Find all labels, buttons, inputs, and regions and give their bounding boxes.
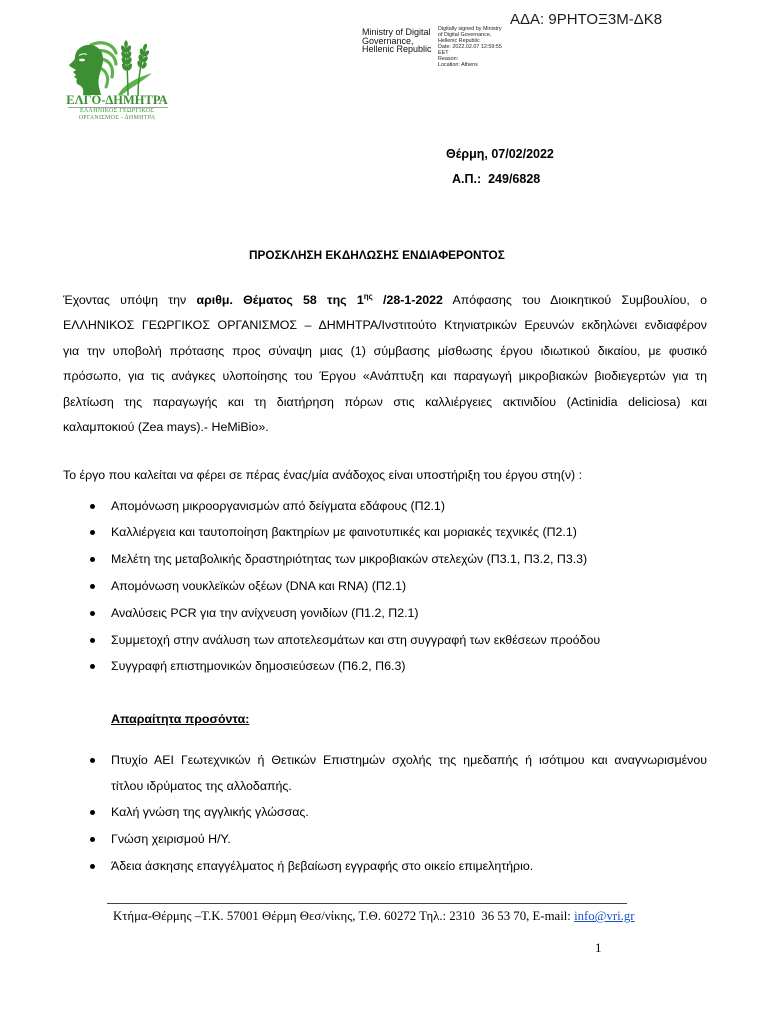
signature-detail-line: Digitally signed by Ministry (438, 26, 502, 32)
task-text: Συμμετοχή στην ανάλυση των αποτελεσμάτων και στη συγγραφή των εκθέσεων προόδου (111, 632, 601, 647)
qualification-list-item (111, 827, 707, 853)
footer-email-link[interactable]: info@vri.gr (574, 909, 635, 923)
bullet-dot (90, 810, 95, 815)
signature-signer-line: Hellenic Republic (362, 44, 432, 55)
bullet-dot (90, 584, 95, 589)
intro-lead-text: Έχοντας υπόψη την (63, 293, 197, 307)
bullet-dot (90, 557, 95, 562)
task-text: Μελέτη της μεταβολικής δραστηριότητας των μικροβιακών στελεχών (Π3.1, Π3.2, Π3.3) (111, 552, 588, 567)
elgo-dimitra-logo (64, 38, 172, 124)
tasks-intro: Το έργο που καλείται να φέρει σε πέρας ένας/μία ανάδοχος είναι υποστήριξη του έργου στη(ν) : (63, 468, 583, 482)
task-text: Απομόνωση μικροοργανισμών από δείγματα εδάφους (Π2.1) (111, 498, 445, 513)
signature-details (438, 26, 502, 68)
logo-subtitle: ΟΡΓΑΝΙΣΜΟΣ - ΔΗΜΗΤΡΑ (78, 115, 156, 121)
qualification-list-item (111, 800, 707, 826)
bullet-dot (90, 638, 95, 643)
intro-line: καλαμποκιού (Zea mays).- HeMiBio». (63, 419, 269, 434)
task-text: Καλλιέργεια και ταυτοποίηση βακτηρίων με φαινοτυπικές και μοριακές τεχνικές (Π2.1) (111, 525, 577, 540)
signature-detail-line: EET (438, 50, 449, 56)
protocol-number: Α.Π.: 249/6828 (452, 172, 541, 186)
bullet-dot (90, 664, 95, 669)
signature-detail-line: Hellenic Republic (438, 38, 480, 44)
footer-contact (113, 908, 635, 924)
ada-registry-number: ΑΔΑ: 9ΡΗΤΟΞ3Μ-ΔΚ8 (510, 11, 663, 28)
decision-reference-superscript: ης (363, 292, 373, 301)
qualification-text: Καλή γνώση της αγγλικής γλώσσας. (111, 805, 309, 820)
task-list-item (111, 573, 707, 600)
decision-reference: αριθμ. Θέματος 58 της 1 (196, 293, 364, 307)
qualifications-heading: Απαραίτητα προσόντα: (111, 712, 250, 726)
signature-signer-line: Ministry of Digital (362, 27, 431, 37)
qualification-list-item (111, 854, 707, 880)
intro-line (63, 288, 707, 313)
signature-signer-line: Governance, (362, 35, 414, 46)
signature-detail-line: Date: 2022.02.07 12:59:55 (438, 44, 502, 50)
intro-line: για την υποβολή πρότασης προς σύναψη μιας (1) σύμβασης μίσθωσης έργου ιδιωτικού δικαίου, με φυσικό (63, 343, 707, 358)
intro-line: ΕΛΛΗΝΙΚΟΣ ΓΕΩΡΓΙΚΟΣ ΟΡΓΑΝΙΣΜΟΣ – ΔΗΜΗΤΡΑ/Ινστιτούτο Κτηνιατρικών Ερευνών εκδηλώνει ενδιαφέρον (63, 318, 707, 333)
qualification-text: τίτλου ιδρύματος της αλλοδαπής. (111, 778, 292, 793)
bullet-dot (90, 864, 95, 869)
task-list-item (111, 519, 707, 546)
page-number: 1 (595, 940, 602, 955)
qualifications-list (111, 748, 707, 880)
task-list-item (111, 493, 707, 520)
logo-emblem-icon (66, 40, 154, 96)
footer-address: Κτήμα-Θέρμης –Τ.Κ. 57001 Θέρμη Θεσ/νίκης, Τ.Θ. 60272 Τηλ.: 2310 36 53 70, E-mail: (113, 909, 575, 923)
task-text: Συγγραφή επιστημονικών δημοσιεύσεων (Π6.2, Π6.3) (111, 659, 406, 674)
intro-first-line-tail: Απόφασης του Διοικητικού Συμβουλίου, ο (442, 293, 707, 307)
intro-line: βελτίωση της παραγωγής και τη διατήρηση πόρων στις καλλιέργειες ακτινιδίου (Actinidia deliciosa) και (63, 394, 707, 409)
task-list-item (111, 600, 707, 627)
bullet-dot (90, 611, 95, 616)
signature-signer (362, 28, 432, 54)
task-list-item (111, 627, 707, 654)
logo-subtitle: ΕΛΛΗΝΙΚΟΣ ΓΕΩΡΓΙΚΟΣ (79, 108, 155, 114)
footer-divider (107, 903, 627, 904)
wheat-ears-icon (118, 40, 152, 95)
place-and-date: Θέρμη, 07/02/2022 (446, 147, 554, 161)
bullet-dot (90, 758, 95, 763)
intro-paragraph (63, 288, 707, 440)
intro-line: πρόσωπο, για τις ανάγκες υλοποίησης του Έργου «Ανάπτυξη και παραγωγή μικροβιακών βιοδιεγερτών για τη (63, 369, 707, 384)
qualification-list-item (111, 748, 707, 799)
bullet-dot (90, 504, 95, 509)
decision-date: /28-1-2022 (372, 293, 443, 307)
document-title: ΠΡΟΣΚΛΗΣΗ ΕΚΔΗΛΩΣΗΣ ΕΝΔΙΑΦΕΡΟΝΤΟΣ (249, 248, 505, 262)
signature-detail-line: of Digital Governance, (438, 32, 492, 38)
qualification-text: Γνώση χειρισμού Η/Υ. (111, 831, 231, 846)
tasks-list (111, 493, 707, 681)
face-profile-icon (69, 45, 103, 95)
task-list-item (111, 653, 707, 680)
task-text: Αναλύσεις PCR για την ανίχνευση γονιδίων (Π1.2, Π2.1) (111, 605, 419, 620)
qualification-text: Πτυχίο ΑΕΙ Γεωτεχνικών ή Θετικών Επιστημών σχολής της ημεδαπής ή ισότιμου και αναγνωρισμένου (111, 753, 707, 767)
logo-wordmark: ΕΛΓΟ-ΔΗΜΗΤΡΑ (66, 93, 168, 107)
task-text: Απομόνωση νουκλεϊκών οξέων (DNA και RNA) (Π2.1) (111, 578, 407, 593)
signature-detail-line: Location: Athens (438, 62, 478, 68)
bullet-dot (90, 530, 95, 535)
qualification-text: Άδεια άσκησης επαγγέλματος ή βεβαίωση εγγραφής στο οικείο επιμελητήριο. (111, 858, 534, 873)
signature-detail-line: Reason: (438, 56, 459, 62)
bullet-dot (90, 837, 95, 842)
task-list-item (111, 546, 707, 573)
